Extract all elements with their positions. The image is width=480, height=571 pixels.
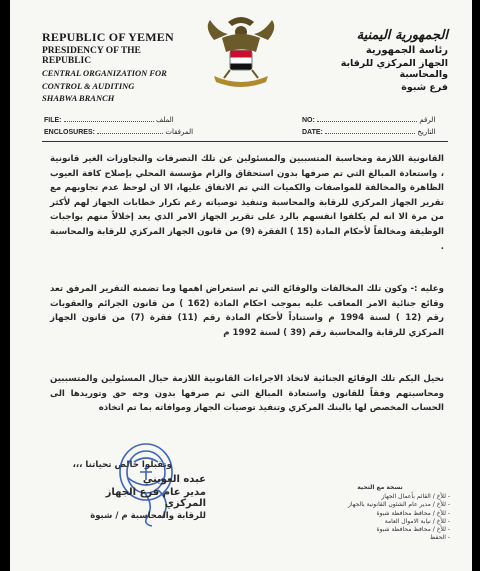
copies-heading: نسخة مع التحية <box>357 484 403 491</box>
copy-recipient: - الحفظ <box>310 534 450 542</box>
signatory-title: مدير عام فرع الجهاز المركزي <box>105 487 206 509</box>
signatory-branch: للرقابة والمحاسبة م / شبوة <box>90 511 206 521</box>
letterhead-arabic <box>308 28 448 93</box>
header-ar-organization: الجهاز المركزي للرقابة والمحاسبة <box>340 58 448 80</box>
signature-block <box>76 474 206 521</box>
header-en-republic: REPUBLIC OF YEMEN <box>42 30 174 44</box>
letterhead-english <box>42 30 192 103</box>
header-divider <box>42 141 448 142</box>
header-en-presidency: PRESIDENCY OF THE REPUBLIC <box>42 46 141 66</box>
date-label-en: DATE: <box>302 129 323 136</box>
copy-recipient: - للأخ / نيابة الاموال العامة <box>310 518 450 526</box>
copy-recipient: - للأخ / محافظ محافظة شبوة <box>310 510 450 518</box>
number-field <box>302 114 435 124</box>
header-ar-republic: الجمهورية اليمنية <box>356 28 448 43</box>
header-en-organization: CENTRAL ORGANIZATION FOR <box>42 68 167 78</box>
file-field <box>44 114 174 124</box>
header-ar-presidency: رئاسة الجمهورية <box>365 45 448 56</box>
enclosures-label-en: ENCLOSURES: <box>44 129 95 136</box>
copy-recipient: - للأخ / القائم بأعمال الجهاز <box>310 493 450 501</box>
copy-recipient: - للأخ / مدير عام الشئون القانونية بالجهاز <box>310 501 450 509</box>
enclosures-field <box>44 126 193 136</box>
body-paragraph-1: القانونية اللازمة ومحاسبة المتسببين والمسئولين عن تلك التصرفات والتجاوزات الغير قانونية ، واستعادة المبالغ التي تم صرفها بدون استحقاق والزام مؤسسة المحلي بإصلاح كافة العيوب الظاهرة والمخالفة للمواصفات والكميات التي تم الاتفاق عليها، الا ان لوحظ عدم تجاوبهم مع تقرير الجهاز المركزي للرقابة والمحاسبة وتنفيذ توصياته رغم تكرار خطابات الجهاز لهم لأكثر من مرة الا انه لم يكلفوا انفسهم بالرد على تقرير الجهاز الامر الذي يعد إخلالاً منهم بواجبات الوظيفة ومخالفاً لأحكام المادة (15 ) الفقرة (9) من قانون الجهاز المركزي للرقابة والمحاسبة . <box>50 154 444 252</box>
letter-page <box>10 0 472 571</box>
header-en-branch: SHABWA BRANCH <box>42 93 115 103</box>
eagle-emblem-icon <box>200 12 282 90</box>
number-label-en: NO: <box>302 117 315 124</box>
file-label-ar: الملف <box>155 116 174 124</box>
file-value-line <box>64 114 154 122</box>
date-label-ar: التاريخ <box>417 128 436 136</box>
file-label-en: FILE: <box>44 117 62 124</box>
body-paragraph-2: وعليه :- وكون تلك المخالفات والوقائع التي تم استعراض اهمها وما تضمنه التقرير المرفق تعد وقائع جنائية الامر المعاقب عليه بموجب احكام المادة (162 ) من قانون الجرائم والعقوبات رقم (12 ) لسنة 1994 م واستناداً لأحكام المادة رقم (11) فقرة (7) من قانون الجهاز المركزي للرقابة والمحاسبة رقم (39 ) لسنة 1992 م <box>50 284 444 338</box>
number-value-line <box>317 114 417 122</box>
enclosures-value-line <box>97 126 163 134</box>
header-en-control: CONTROL & AUDITING <box>42 81 135 91</box>
header-ar-branch: فرع شبوة <box>401 82 448 93</box>
copies-list <box>310 484 450 542</box>
copy-recipient: - للأخ / محافظ محافظة شبوة <box>310 526 450 534</box>
date-value-line <box>325 126 415 134</box>
closing-salutation: وتقبلوا خالص تحياتنا ،،، <box>72 460 172 470</box>
date-field <box>302 126 436 136</box>
enclosures-label-ar: المرفقات <box>165 128 194 136</box>
number-label-ar: الرقم <box>419 116 436 124</box>
body-paragraph-3: نحيل اليكم تلك الوقائع الجنائية لاتخاذ الاجراءات القانونية اللازمة حيال المسئولين والمتسببين ومحاسبتهم وفقاً للقانون واستعادة المبالغ التي تم صرفها بدون وجه حق وتوريدها الى الحساب المخصص لها بالبنك المركزي وتنفيذ توصيات الجهاز وموافاته بما تم اتخاذه <box>50 374 444 414</box>
signatory-name: عبده العويني <box>142 474 206 485</box>
